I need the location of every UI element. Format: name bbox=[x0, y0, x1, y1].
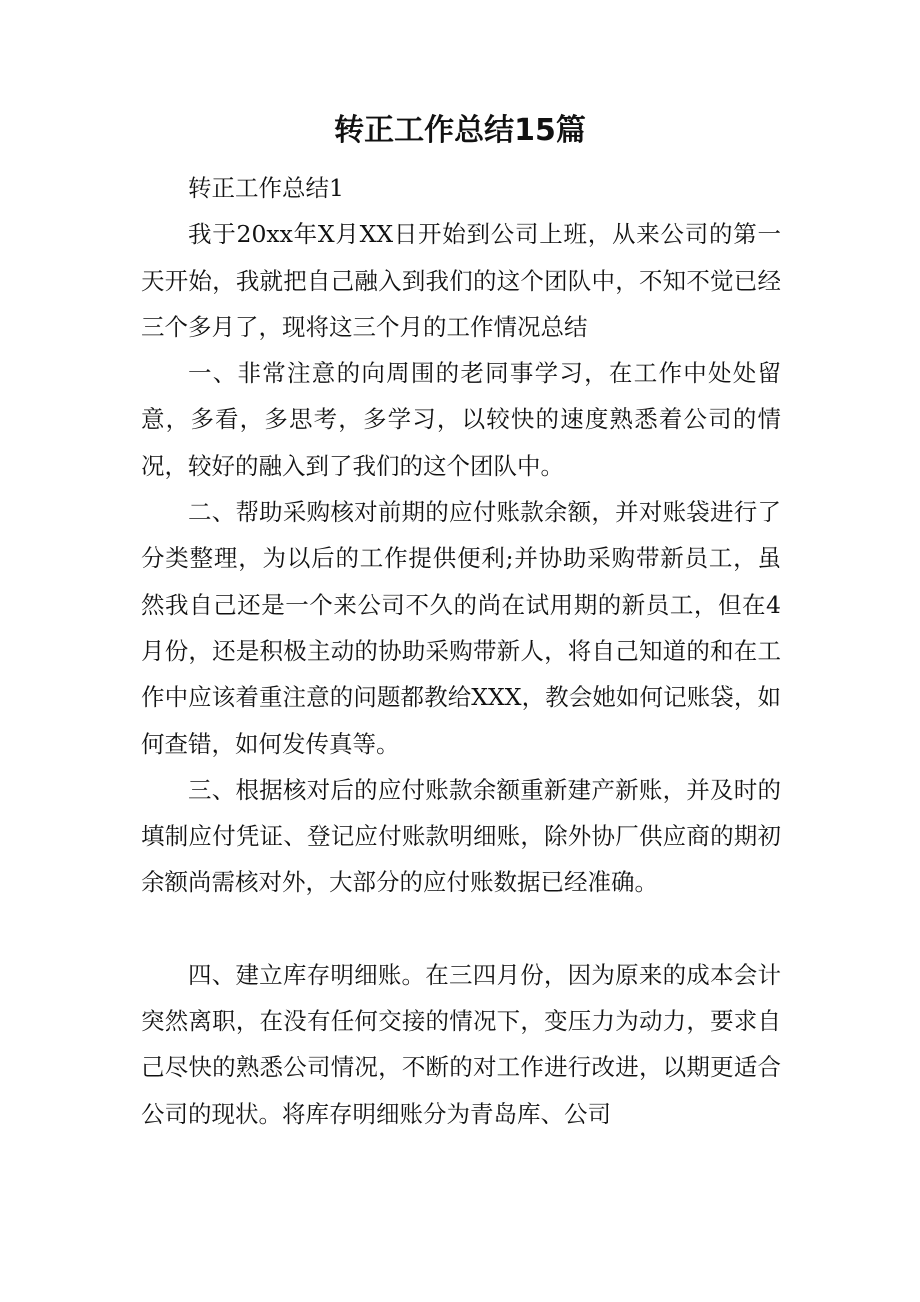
paragraph-item-4: 四、建立库存明细账。在三四月份，因为原来的成本会计突然离职，在没有任何交接的情况下，变压力为动力，要求自己尽快的熟悉公司情况，不断的对工作进行改进，以期更适合公司的现状。将库存明细账分为青岛库、公司 bbox=[141, 960, 781, 1128]
paragraph-item-3: 三、根据核对后的应付账款余额重新建产新账，并及时的填制应付凭证、登记应付账款明细账，除外协厂供应商的期初余额尚需核对外，大部分的应付账数据已经准确。 bbox=[141, 775, 781, 897]
paragraph-item-2: 二、帮助采购核对前期的应付账款余额，并对账袋进行了分类整理，为以后的工作提供便利;并协助采购带新员工，虽然我自己还是一个来公司不久的尚在试用期的新员工，但在4月份，还是积极主动的协助采购带新人，将自己知道的和在工作中应该着重注意的问题都教给XXX，教会她如何记账袋，如何查错，如何发传真等。 bbox=[141, 498, 781, 758]
document-body bbox=[141, 165, 781, 1137]
section-heading: 转正工作总结1 bbox=[188, 174, 344, 202]
document-title: 转正工作总结15篇 bbox=[334, 113, 586, 148]
paragraph-item-1: 一、非常注意的向周围的老同事学习，在工作中处处留意，多看，多思考，多学习，以较快的速度熟悉着公司的情况，较好的融入到了我们的这个团队中。 bbox=[141, 359, 781, 480]
intro-paragraph: 我于20xx年X月XX日开始到公司上班，从来公司的第一天开始，我就把自己融入到我们的这个团队中，不知不觉已经三个多月了，现将这三个月的工作情况总结 bbox=[141, 220, 781, 341]
